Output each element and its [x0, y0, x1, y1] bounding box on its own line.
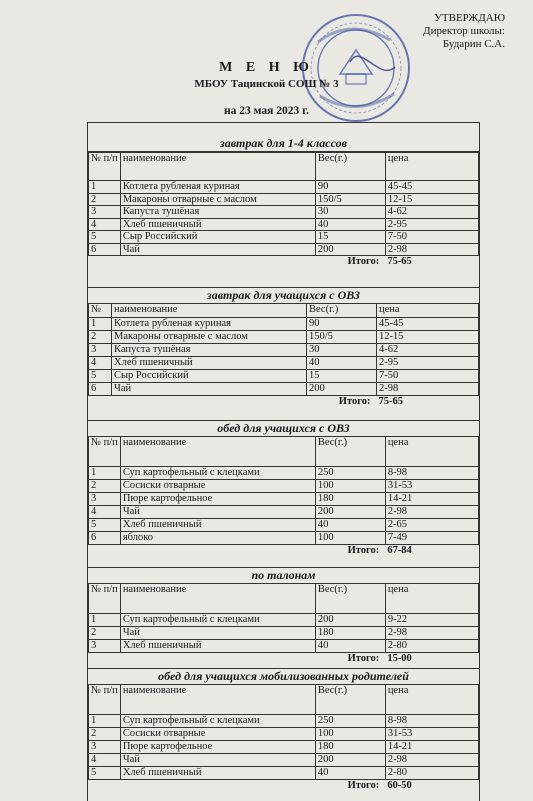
row-number: 6: [89, 243, 121, 256]
table-row: [89, 193, 479, 206]
row-price: 2-98: [385, 754, 478, 767]
menu-frame: [87, 122, 480, 801]
table-row: [89, 741, 479, 754]
row-number: 6: [89, 532, 121, 545]
row-price: 4-62: [385, 206, 478, 219]
section-title-lunch-ovz: обед для учащихся с ОВЗ: [88, 420, 479, 437]
table-row: [89, 614, 479, 627]
row-item: Чай: [120, 627, 315, 640]
row-weight: 180: [315, 741, 385, 754]
row-weight: 200: [315, 614, 385, 627]
section-title-breakfast-ovz: завтрак для учащихся с ОВЗ: [88, 287, 479, 304]
row-item: Пюре картофельное: [120, 493, 315, 506]
row-item: Чай: [120, 754, 315, 767]
row-item: Суп картофельный с клецками: [120, 715, 315, 728]
row-weight: 180: [315, 493, 385, 506]
row-price: 7-49: [385, 532, 478, 545]
row-item: Суп картофельный с клецками: [120, 614, 315, 627]
col-header-number: № п/п: [89, 685, 121, 715]
row-number: 3: [89, 206, 121, 219]
total-value: 75-65: [387, 256, 412, 267]
row-item: Сыр Российский: [112, 370, 307, 383]
row-number: 5: [89, 231, 121, 244]
row-weight: 90: [315, 181, 385, 194]
breakfast-1-4-table: [88, 152, 479, 270]
approval-line-3: Бударин С.А.: [442, 38, 505, 50]
coupons-table: [88, 583, 479, 667]
table-row: [89, 331, 479, 344]
menu-date: на 23 мая 2023 г.: [224, 105, 309, 117]
row-item: яблоко: [120, 532, 315, 545]
row-weight: 250: [315, 467, 385, 480]
lunch-ovz-table: [88, 436, 479, 559]
row-price: 2-98: [385, 627, 478, 640]
col-header-weight: Вес(г.): [315, 437, 385, 467]
lunch-mobilized-table: [88, 684, 479, 794]
table-row: [89, 519, 479, 532]
row-weight: 40: [315, 767, 385, 780]
row-number: 3: [89, 640, 121, 653]
row-weight: 150/5: [307, 331, 377, 344]
table-row: [89, 767, 479, 780]
total-row: [89, 545, 479, 559]
row-item: Чай: [120, 243, 315, 256]
row-weight: 40: [315, 640, 385, 653]
table-row: [89, 493, 479, 506]
table-row: [89, 467, 479, 480]
row-weight: 40: [315, 519, 385, 532]
row-weight: 250: [315, 715, 385, 728]
row-price: 12-15: [385, 193, 478, 206]
col-header-name: наименование: [120, 685, 315, 715]
col-header-number: № п/п: [89, 437, 121, 467]
table-row: [89, 640, 479, 653]
col-header-number: № п/п: [89, 584, 121, 614]
row-number: 3: [89, 493, 121, 506]
col-header-number: № п/п: [89, 153, 121, 181]
breakfast-ovz-table: [88, 303, 479, 410]
row-number: 5: [89, 519, 121, 532]
col-header-weight: Вес(г.): [307, 304, 377, 318]
row-item: Капуста тушёная: [112, 344, 307, 357]
row-number: 5: [89, 767, 121, 780]
table-row: [89, 506, 479, 519]
row-number: 3: [89, 741, 121, 754]
row-number: 2: [89, 728, 121, 741]
total-row: [89, 653, 479, 667]
total-label: Итого:: [347, 653, 380, 664]
col-header-name: наименование: [112, 304, 307, 318]
row-price: 9-22: [385, 614, 478, 627]
row-item: Хлеб пшеничный: [112, 357, 307, 370]
table-row: [89, 357, 479, 370]
total-value: 67-84: [387, 545, 412, 556]
total-label: Итого:: [338, 396, 371, 407]
row-item: Котлета рубленая куриная: [120, 181, 315, 194]
row-weight: 40: [315, 218, 385, 231]
col-header-name: наименование: [120, 437, 315, 467]
row-weight: 30: [307, 344, 377, 357]
table-row: [89, 532, 479, 545]
row-weight: 100: [315, 532, 385, 545]
row-weight: 100: [315, 480, 385, 493]
table-row: [89, 344, 479, 357]
row-price: 14-21: [385, 493, 478, 506]
col-header-weight: Вес(г.): [315, 685, 385, 715]
total-value: 15-00: [387, 653, 412, 664]
row-price: 31-53: [385, 480, 478, 493]
row-price: 4-62: [377, 344, 479, 357]
row-price: 8-98: [385, 467, 478, 480]
table-row: [89, 480, 479, 493]
approval-line-2: Директор школы:: [423, 25, 505, 37]
section-title-lunch-mobilized: обед для учащихся мобилизованных родителей: [88, 668, 479, 685]
row-price: 2-80: [385, 767, 478, 780]
row-item: Макароны отварные с маслом: [112, 331, 307, 344]
row-weight: 90: [307, 318, 377, 331]
col-header-weight: Вес(г.): [315, 584, 385, 614]
row-price: 45-45: [377, 318, 479, 331]
row-item: Хлеб пшеничный: [120, 640, 315, 653]
table-row: [89, 181, 479, 194]
col-header-weight: Вес(г.): [315, 153, 385, 181]
row-price: 8-98: [385, 715, 478, 728]
row-number: 1: [89, 467, 121, 480]
row-item: Хлеб пшеничный: [120, 218, 315, 231]
table-row: [89, 370, 479, 383]
row-item: Хлеб пшеничный: [120, 519, 315, 532]
table-row: [89, 231, 479, 244]
table-header-row: [89, 584, 479, 614]
section-title-coupons: по талонам: [88, 567, 479, 584]
row-weight: 15: [307, 370, 377, 383]
row-price: 2-98: [385, 506, 478, 519]
col-header-price: цена: [385, 584, 478, 614]
row-price: 2-98: [385, 243, 478, 256]
row-number: 1: [89, 614, 121, 627]
table-row: [89, 318, 479, 331]
row-price: 2-95: [385, 218, 478, 231]
row-number: 4: [89, 754, 121, 767]
row-number: 2: [89, 331, 112, 344]
row-price: 31-53: [385, 728, 478, 741]
table-header-row: [89, 153, 479, 181]
row-price: 2-65: [385, 519, 478, 532]
total-row: [89, 780, 479, 794]
row-item: Пюре картофельное: [120, 741, 315, 754]
row-number: 4: [89, 357, 112, 370]
row-weight: 200: [315, 754, 385, 767]
approval-line-1: УТВЕРЖДАЮ: [434, 12, 505, 24]
row-number: 5: [89, 370, 112, 383]
row-item: Котлета рубленая куриная: [112, 318, 307, 331]
row-number: 4: [89, 218, 121, 231]
row-item: Сосиски отварные: [120, 480, 315, 493]
row-item: Хлеб пшеничный: [120, 767, 315, 780]
row-item: Суп картофельный с клецками: [120, 467, 315, 480]
table-row: [89, 627, 479, 640]
total-row: [89, 256, 479, 270]
table-header-row: [89, 437, 479, 467]
row-price: 2-98: [377, 383, 479, 396]
row-price: 45-45: [385, 181, 478, 194]
row-weight: 200: [315, 243, 385, 256]
col-header-price: цена: [377, 304, 479, 318]
col-header-price: цена: [385, 437, 478, 467]
section-title-breakfast-1-4: завтрак для 1-4 классов: [88, 136, 479, 152]
total-label: Итого:: [347, 545, 380, 556]
row-number: 6: [89, 383, 112, 396]
row-price: 14-21: [385, 741, 478, 754]
row-weight: 150/5: [315, 193, 385, 206]
total-row: [89, 396, 479, 410]
row-number: 2: [89, 480, 121, 493]
row-weight: 15: [315, 231, 385, 244]
table-header-row: [89, 685, 479, 715]
row-weight: 30: [315, 206, 385, 219]
row-number: 3: [89, 344, 112, 357]
row-number: 4: [89, 506, 121, 519]
row-item: Макароны отварные с маслом: [120, 193, 315, 206]
row-weight: 100: [315, 728, 385, 741]
row-price: 2-95: [377, 357, 479, 370]
row-number: 1: [89, 318, 112, 331]
row-number: 2: [89, 193, 121, 206]
col-header-price: цена: [385, 685, 478, 715]
row-item: Капуста тушёная: [120, 206, 315, 219]
row-weight: 200: [315, 506, 385, 519]
total-value: 75-65: [378, 396, 403, 407]
col-header-name: наименование: [120, 584, 315, 614]
total-label: Итого:: [347, 780, 380, 791]
row-weight: 40: [307, 357, 377, 370]
school-name: МБОУ Тацинской СОШ № 3: [194, 78, 339, 90]
page-title: М Е Н Ю: [219, 60, 314, 75]
table-row: [89, 383, 479, 396]
row-item: Сыр Российский: [120, 231, 315, 244]
table-row: [89, 728, 479, 741]
col-header-number: №: [89, 304, 112, 318]
row-number: 1: [89, 715, 121, 728]
col-header-name: наименование: [120, 153, 315, 181]
row-item: Сосиски отварные: [120, 728, 315, 741]
total-label: Итого:: [347, 256, 380, 267]
table-row: [89, 243, 479, 256]
row-price: 12-15: [377, 331, 479, 344]
total-value: 60-50: [387, 780, 412, 791]
row-item: Чай: [120, 506, 315, 519]
row-number: 1: [89, 181, 121, 194]
row-number: 2: [89, 627, 121, 640]
approval-block: [423, 12, 505, 51]
col-header-price: цена: [385, 153, 478, 181]
table-header-row: [89, 304, 479, 318]
row-weight: 180: [315, 627, 385, 640]
table-row: [89, 206, 479, 219]
table-row: [89, 754, 479, 767]
table-row: [89, 715, 479, 728]
row-weight: 200: [307, 383, 377, 396]
row-item: Чай: [112, 383, 307, 396]
row-price: 7-50: [385, 231, 478, 244]
table-row: [89, 218, 479, 231]
row-price: 7-50: [377, 370, 479, 383]
row-price: 2-80: [385, 640, 478, 653]
